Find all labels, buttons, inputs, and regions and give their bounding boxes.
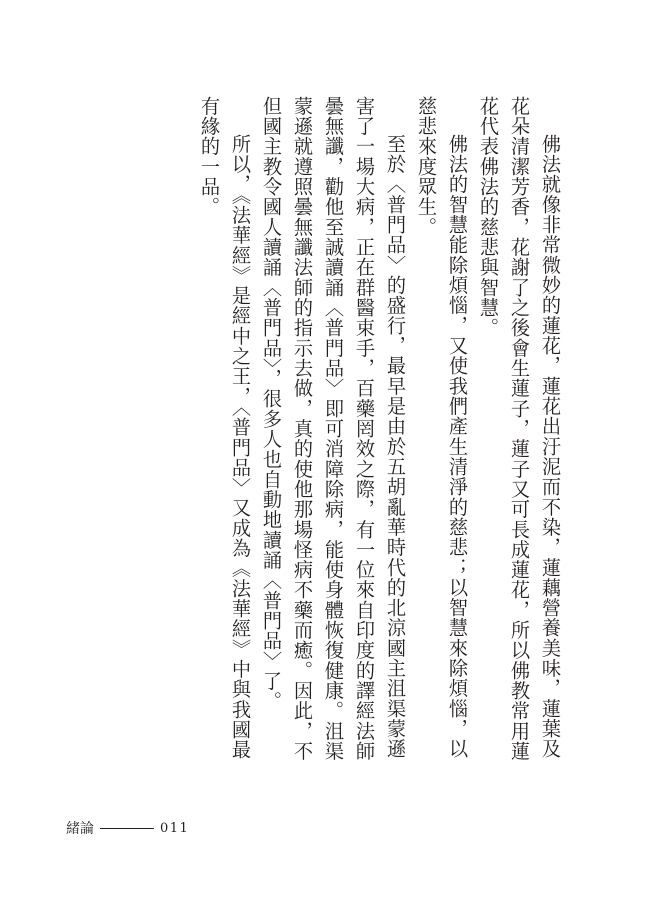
paragraph-3: 至於〈普門品〉的盛行，最早是由於五胡亂華時代的北涼國主沮渠蒙遜害了一場大病，正在群醫束手，百藥罔效之際，有一位來自印度的譯經法師曇無讖，勸他至誠讀誦〈普門品〉即可消障除病，能使身體恢復健康。沮渠蒙遜就遵照曇無讖法師的指示去做，真的使他那場怪病不藥而癒。因此，不但國主教令國人讀誦〈普門品〉，很多人也自動地讀誦〈普門品〉了。: [260, 96, 407, 762]
paragraph-1: 佛法就像非常微妙的蓮花，蓮花出汙泥而不染，蓮藕營養美味，蓮葉及花朵清潔芳香，花謝了之後會生蓮子，蓮子又可長成蓮花，所以佛教常用蓮花代表佛法的慈悲與智慧。: [477, 96, 562, 762]
body-text: [194, 96, 566, 776]
page-number: 011: [160, 820, 190, 836]
footer-rule: [100, 828, 154, 829]
paragraph-4: 所以，《法華經》是經中之王，〈普門品〉又成為《法華經》中與我國最有緣的一品。: [198, 96, 252, 761]
page-footer: [66, 818, 189, 838]
footer-section-title: 緒論: [66, 821, 94, 837]
paragraph-2: 佛法的智慧能除煩惱，又使我們產生清淨的慈悲；以智慧來除煩惱，以慈悲來度眾生。: [415, 96, 469, 760]
